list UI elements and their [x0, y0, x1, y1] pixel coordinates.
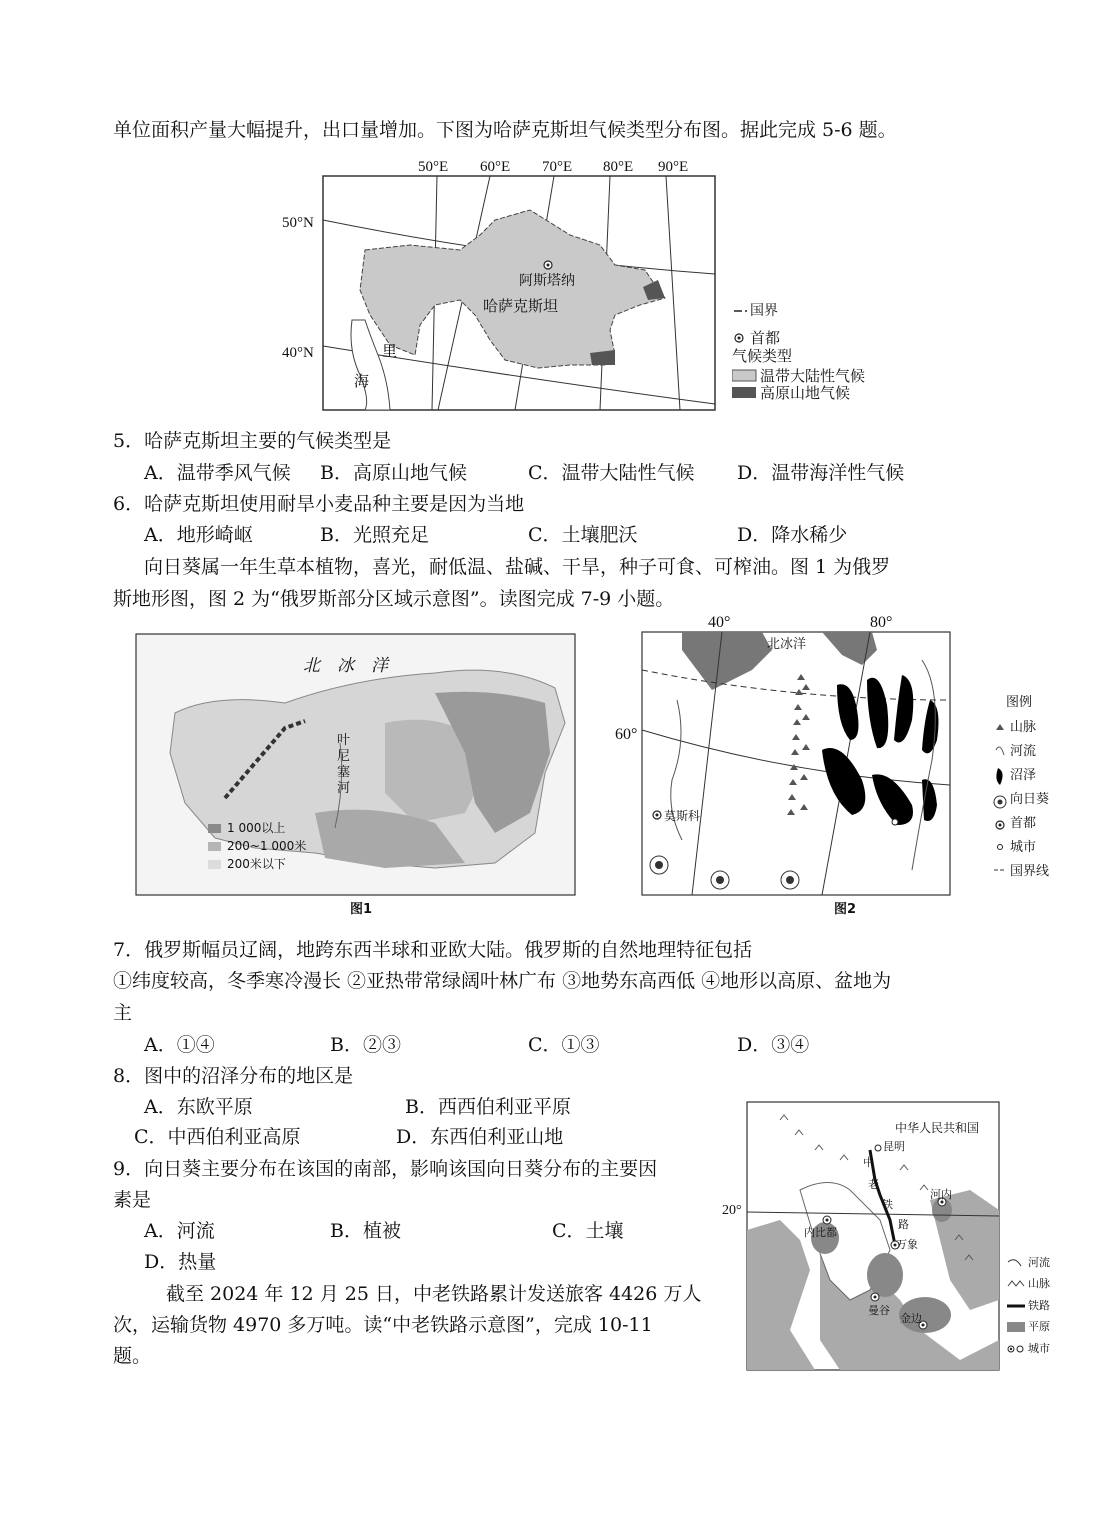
legend-item: 铁路: [1028, 1299, 1050, 1312]
city-label: 金边: [900, 1312, 922, 1325]
legend-item: 首都: [1010, 816, 1037, 831]
capital-label: 阿斯塔纳: [519, 273, 575, 289]
lon-label: 80°E: [603, 159, 634, 175]
city-label: 莫斯科: [664, 809, 701, 823]
legend-title: 气候类型: [732, 347, 793, 365]
q8-option-a[interactable]: A．东欧平原: [144, 1096, 253, 1118]
intro2-line2: 斯地形图，图 2 为“俄罗斯部分区域示意图”。读图完成 7-9 小题。: [113, 588, 675, 610]
q5-stem: 5．哈萨克斯坦主要的气候类型是: [113, 430, 392, 452]
lat-label: 50°N: [282, 215, 314, 231]
legend-item: 1 000以上: [227, 821, 286, 835]
intro2-line1: 向日葵属一年生草本植物，喜光，耐低温、盐碱、干旱，种子可食、可榨油。图 1 为俄罗: [144, 556, 891, 578]
q5-option-d[interactable]: D．温带海洋性气候: [737, 462, 905, 484]
legend-c2: 高原山地气候: [760, 384, 851, 402]
country-label: 哈萨克斯坦: [483, 297, 559, 315]
q9-option-b[interactable]: B．植被: [330, 1220, 401, 1242]
city-label: 内比都: [804, 1226, 837, 1239]
q9-option-a[interactable]: A．河流: [144, 1220, 215, 1242]
city-label: 曼谷: [868, 1304, 890, 1317]
river-label: 河: [337, 781, 351, 796]
lon-label: 90°E: [658, 159, 689, 175]
railway-label: 铁: [882, 1198, 893, 1211]
intro3-line2: 次，运输货物 4970 多万吨。读“中老铁路示意图”，完成 10-11: [113, 1314, 653, 1336]
legend-item: 城市: [1028, 1342, 1050, 1355]
legend-item: 山脉: [1010, 720, 1037, 735]
legend-item: 山脉: [1028, 1277, 1050, 1290]
legend-item: 200~1 000米: [227, 839, 307, 853]
q9-option-c[interactable]: C．土壤: [552, 1220, 624, 1242]
lon-label: 70°E: [542, 159, 573, 175]
q7-option-c[interactable]: C．①③: [528, 1034, 600, 1056]
legend-item: 200米以下: [227, 857, 286, 871]
intro-text: 单位面积产量大幅提升，出口量增加。下图为哈萨克斯坦气候类型分布图。据此完成 5-6 题。: [113, 119, 897, 141]
lat-label: 60°: [615, 726, 638, 743]
q8-stem: 8．图中的沼泽分布的地区是: [113, 1065, 354, 1087]
q7-stem: 7．俄罗斯幅员辽阔，地跨东西半球和亚欧大陆。俄罗斯的自然地理特征包括: [113, 939, 753, 961]
sea-label: 海: [354, 372, 370, 390]
city-label: 昆明: [883, 1140, 905, 1153]
ocean-label: 北冰洋: [767, 637, 807, 652]
legend-border: 国界: [750, 303, 778, 319]
intro3-line1: 截至 2024 年 12 月 25 日，中老铁路累计发送旅客 4426 万人: [166, 1283, 702, 1305]
river-label: 尼: [337, 749, 351, 764]
q5-option-c[interactable]: C．温带大陆性气候: [528, 462, 695, 484]
legend-title: 图例: [1006, 695, 1033, 710]
lat-label: 20°: [722, 1203, 742, 1218]
q5-option-a[interactable]: A．温带季风气候: [144, 462, 291, 484]
legend-item: 城市: [1010, 840, 1037, 855]
legend-item: 河流: [1010, 744, 1037, 759]
railway-label: 中: [863, 1156, 874, 1169]
q5-option-b[interactable]: B．高原山地气候: [320, 462, 467, 484]
china-laos-railway-map: [720, 1100, 1090, 1375]
railway-label: 老: [868, 1178, 879, 1191]
q7-items-cont: 主: [113, 1002, 133, 1024]
legend-c1: 温带大陆性气候: [760, 367, 866, 385]
lon-label: 60°E: [480, 159, 511, 175]
russia-region-map: [612, 610, 1072, 920]
q9-stem-line2: 素是: [113, 1189, 152, 1211]
legend-item: 向日葵: [1010, 792, 1050, 807]
legend-item: 国界线: [1010, 864, 1050, 879]
railway-label: 路: [898, 1218, 909, 1231]
q7-items: ①纬度较高，冬季寒冷漫长 ②亚热带常绿阔叶林广布 ③地势东高西低 ④地形以高原、盆地为: [113, 970, 892, 992]
city-label: 万象: [896, 1238, 918, 1251]
q6-option-b[interactable]: B．光照充足: [320, 524, 429, 546]
q6-option-a[interactable]: A．地形崎岖: [144, 524, 253, 546]
q7-option-b[interactable]: B．②③: [330, 1034, 401, 1056]
river-label: 叶: [337, 733, 351, 748]
fig2-caption: 图2: [834, 902, 857, 917]
legend-item: 河流: [1028, 1256, 1050, 1269]
q8-option-c[interactable]: C．中西伯利亚高原: [134, 1126, 301, 1148]
intro3-line3: 题。: [113, 1345, 152, 1367]
kazakhstan-climate-map: [270, 150, 890, 415]
lon-label: 80°: [870, 614, 893, 631]
q9-stem-line1: 9．向日葵主要分布在该国的南部，影响该国向日葵分布的主要因: [113, 1158, 658, 1180]
map-legend: [732, 298, 892, 408]
legend-item: 沼泽: [1010, 768, 1037, 783]
russia-terrain-map: [135, 633, 577, 918]
ocean-label: 北 冰 洋: [303, 656, 388, 676]
q9-option-d[interactable]: D．热量: [144, 1251, 217, 1273]
country-label: 中华人民共和国: [895, 1121, 980, 1135]
sea-label: 里: [382, 342, 398, 360]
q7-option-d[interactable]: D．③④: [737, 1034, 810, 1056]
city-label: 河内: [930, 1188, 952, 1201]
fig1-caption: 图1: [350, 902, 373, 917]
lon-label: 40°: [708, 614, 731, 631]
q7-option-a[interactable]: A．①④: [144, 1034, 215, 1056]
river-label: 塞: [337, 765, 351, 780]
lon-label: 50°E: [418, 159, 449, 175]
lat-label: 40°N: [282, 345, 314, 361]
q8-option-d[interactable]: D．东西伯利亚山地: [396, 1126, 564, 1148]
q6-option-c[interactable]: C．土壤肥沃: [528, 524, 638, 546]
q6-stem: 6．哈萨克斯坦使用耐旱小麦品种主要是因为当地: [113, 493, 525, 515]
q8-option-b[interactable]: B．西西伯利亚平原: [405, 1096, 571, 1118]
legend-item: 平原: [1028, 1320, 1050, 1333]
legend-capital: 首都: [750, 329, 781, 347]
q6-option-d[interactable]: D．降水稀少: [737, 524, 848, 546]
